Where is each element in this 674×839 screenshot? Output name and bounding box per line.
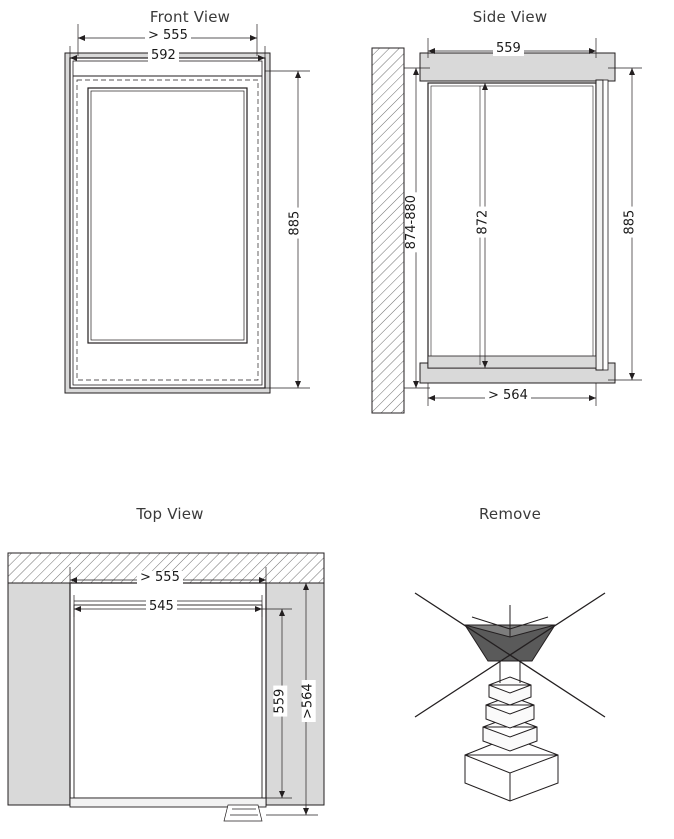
remove-view-title: Remove bbox=[478, 505, 542, 523]
panel-top-view bbox=[0, 505, 340, 835]
top-view-title: Top View bbox=[136, 505, 204, 523]
remove-view-svg bbox=[360, 505, 660, 835]
front-dim-cabinet-height: 885 bbox=[288, 208, 302, 239]
top-dim-inner-width: 545 bbox=[146, 600, 177, 614]
front-dim-cabinet-width: 592 bbox=[148, 49, 179, 63]
side-dim-depth: 559 bbox=[493, 42, 524, 56]
top-view-drawing bbox=[0, 505, 340, 835]
side-view-title: Side View bbox=[472, 8, 548, 26]
side-dim-door-height: 872 bbox=[476, 207, 490, 238]
appliance-outline bbox=[70, 58, 265, 388]
front-view-drawing bbox=[40, 8, 340, 428]
top-view-svg bbox=[0, 505, 340, 835]
panel-remove-view bbox=[360, 505, 660, 835]
side-view-drawing bbox=[360, 8, 660, 428]
top-dim-niche-depth: >564 bbox=[302, 680, 316, 722]
front-view-title: Front View bbox=[149, 8, 231, 26]
panel-front-view bbox=[40, 8, 340, 428]
wall-hatch bbox=[372, 48, 404, 413]
appliance-outline bbox=[70, 583, 266, 821]
panel-side-view bbox=[360, 8, 660, 428]
remove-view-drawing bbox=[360, 505, 660, 835]
front-dim-opening-width: > 555 bbox=[145, 29, 191, 43]
top-dim-depth: 559 bbox=[273, 686, 287, 717]
appliance-outline bbox=[428, 80, 608, 370]
side-dim-niche-height: 874-880 bbox=[405, 192, 419, 252]
top-dim-opening-width: > 555 bbox=[137, 571, 183, 585]
side-dim-cabinet-height: 885 bbox=[623, 207, 637, 238]
side-dim-niche-depth: > 564 bbox=[485, 389, 531, 403]
